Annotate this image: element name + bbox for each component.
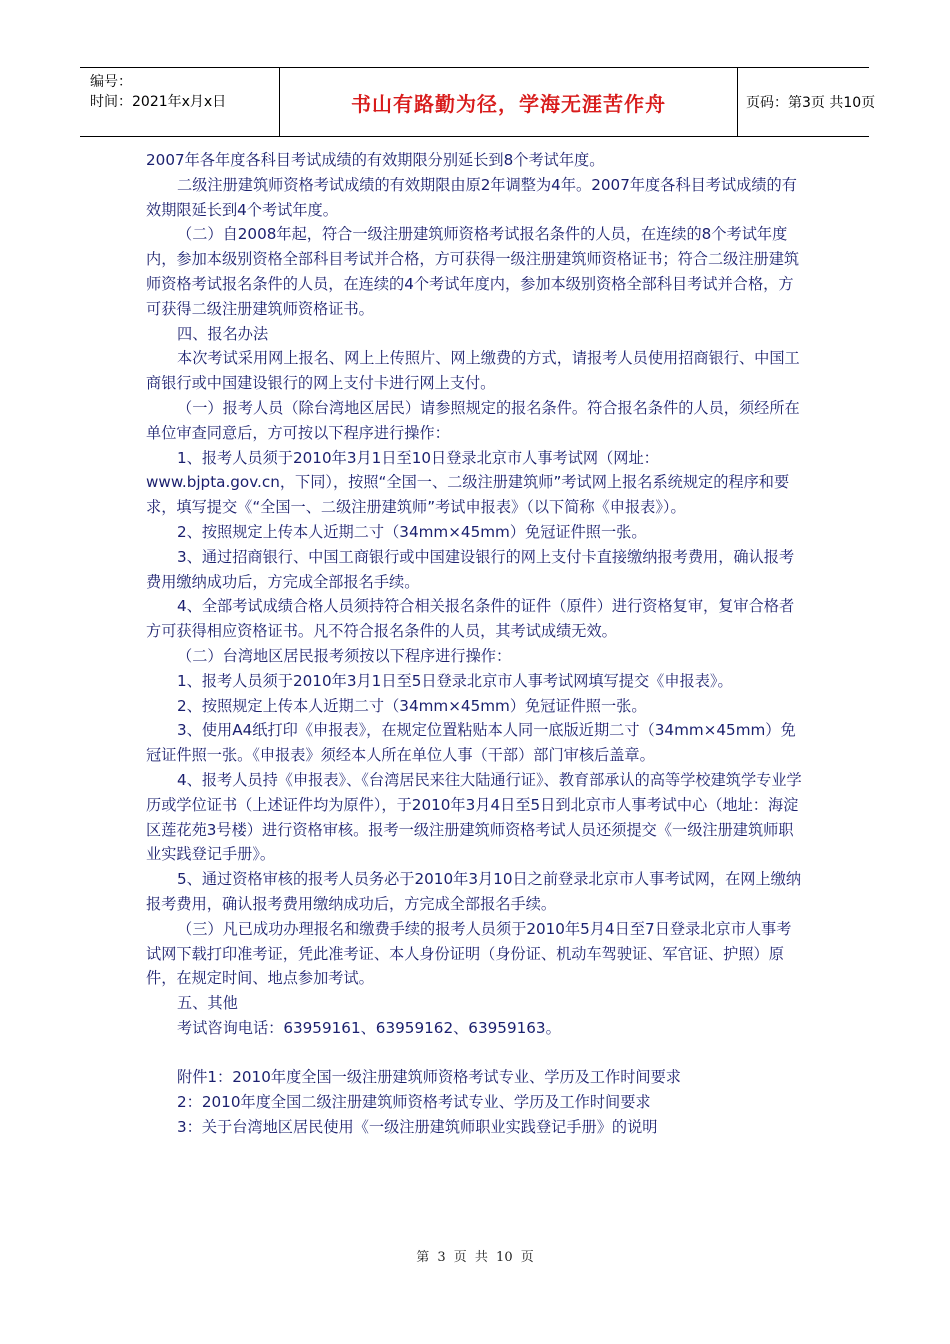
page-header	[80, 67, 876, 137]
paragraph: 1、报考人员须于2010年3月1日至10日登录北京市人事考试网（网址：www.bjpta.gov.cn，下同），按照“全国一、二级注册建筑师”考试网上报名系统规定的程序和要求，填写提交《“全国一、二级注册建筑师”考试申报表》（以下简称《申报表》）。	[146, 448, 790, 517]
section-heading: 四、报名办法	[177, 324, 269, 343]
annex-item: 2：2010年度全国二级注册建筑师资格考试专业、学历及工作时间要求	[177, 1093, 651, 1112]
paragraph: （二）台湾地区居民报考须按以下程序进行操作：	[177, 646, 512, 665]
page-footer: 第 3 页 共 10 页	[416, 1250, 534, 1265]
spacer	[146, 1041, 806, 1066]
paragraph: 5、通过资格审核的报考人员务必于2010年3月10日之前登录北京市人事考试网，在网上缴纳报考费用，确认报考费用缴纳成功后，方完成全部报名手续。	[146, 870, 802, 913]
paragraph: 4、全部考试成绩合格人员须持符合相关报名条件的证件（原件）进行资格复审，复审合格者方可获得相应资格证书。凡不符合报名条件的人员，其考试成绩无效。	[146, 597, 795, 641]
document-number-label: 编号：	[90, 74, 132, 90]
contact-phone: 考试咨询电话：63959161、63959162、63959163。	[177, 1018, 561, 1037]
header-meta	[80, 68, 280, 136]
header-page-number: 页码：第3页 共10页	[746, 95, 876, 111]
paragraph: 4、报考人员持《申报表》、《台湾居民来往大陆通行证》、教育部承认的高等学校建筑学专业学历或学位证书（上述证件均为原件），于2010年3月4日至5日到北京市人事考试中心（地址：海淀区莲花苑3号楼）进行资格审核。报考一级注册建筑师资格考试人员还须提交《一级注册建筑师职业实践登记手册》。	[146, 770, 802, 864]
paragraph: 3、通过招商银行、中国工商银行或中国建设银行的网上支付卡直接缴纳报考费用，确认报考费用缴纳成功后，方完成全部报名手续。	[146, 547, 795, 591]
document-body	[146, 148, 806, 1140]
document-date-label: 时间：2021年x月x日	[90, 94, 227, 110]
paragraph: 本次考试采用网上报名、网上上传照片、网上缴费的方式，请报考人员使用招商银行、中国工商银行或中国建设银行的网上支付卡进行网上支付。	[146, 349, 800, 393]
paragraph: 二级注册建筑师资格考试成绩的有效期限由原2年调整为4年。2007年度各科目考试成绩的有效期限延长到4个考试年度。	[146, 175, 797, 219]
header-motto: 书山有路勤为径，学海无涯苦作舟	[280, 68, 738, 136]
paragraph: 2、按照规定上传本人近期二寸（34mm×45mm）免冠证件照一张。	[177, 696, 647, 715]
paragraph: （三）凡已成功办理报名和缴费手续的报考人员须于2010年5月4日至7日登录北京市人事考试网下载打印准考证，凭此准考证、本人身份证明（身份证、机动车驾驶证、军官证、护照）原件，在规定时间、地点参加考试。	[146, 919, 792, 988]
section-heading: 五、其他	[177, 994, 238, 1013]
paragraph: （一）报考人员（除台湾地区居民）请参照规定的报名条件。符合报名条件的人员，须经所在单位审查同意后，方可按以下程序进行操作：	[146, 398, 800, 442]
paragraph: 2、按照规定上传本人近期二寸（34mm×45mm）免冠证件照一张。	[177, 522, 647, 541]
paragraph: 2007年各年度各科目考试成绩的有效期限分别延长到8个考试年度。	[146, 151, 605, 169]
annex-item: 3：关于台湾地区居民使用《一级注册建筑师职业实践登记手册》的说明	[177, 1118, 658, 1137]
paragraph: 3、使用A4纸打印《申报表》，在规定位置粘贴本人同一底版近期二寸（34mm×45mm）免冠证件照一张。《申报表》须经本人所在单位人事（干部）部门审核后盖章。	[146, 721, 796, 765]
paragraph: （二）自2008年起，符合一级注册建筑师资格考试报名条件的人员，在连续的8个考试年度内，参加本级别资格全部科目考试并合格，方可获得一级注册建筑师资格证书；符合二级注册建筑师资格考试报名条件的人员，在连续的4个考试年度内，参加本级别资格全部科目考试并合格，方可获得二级注册建筑师资格证书。	[146, 225, 800, 318]
paragraph: 1、报考人员须于2010年3月1日至5日登录北京市人事考试网填写提交《申报表》。	[177, 671, 733, 690]
annex-item: 附件1：2010年度全国一级注册建筑师资格考试专业、学历及工作时间要求	[177, 1068, 681, 1087]
